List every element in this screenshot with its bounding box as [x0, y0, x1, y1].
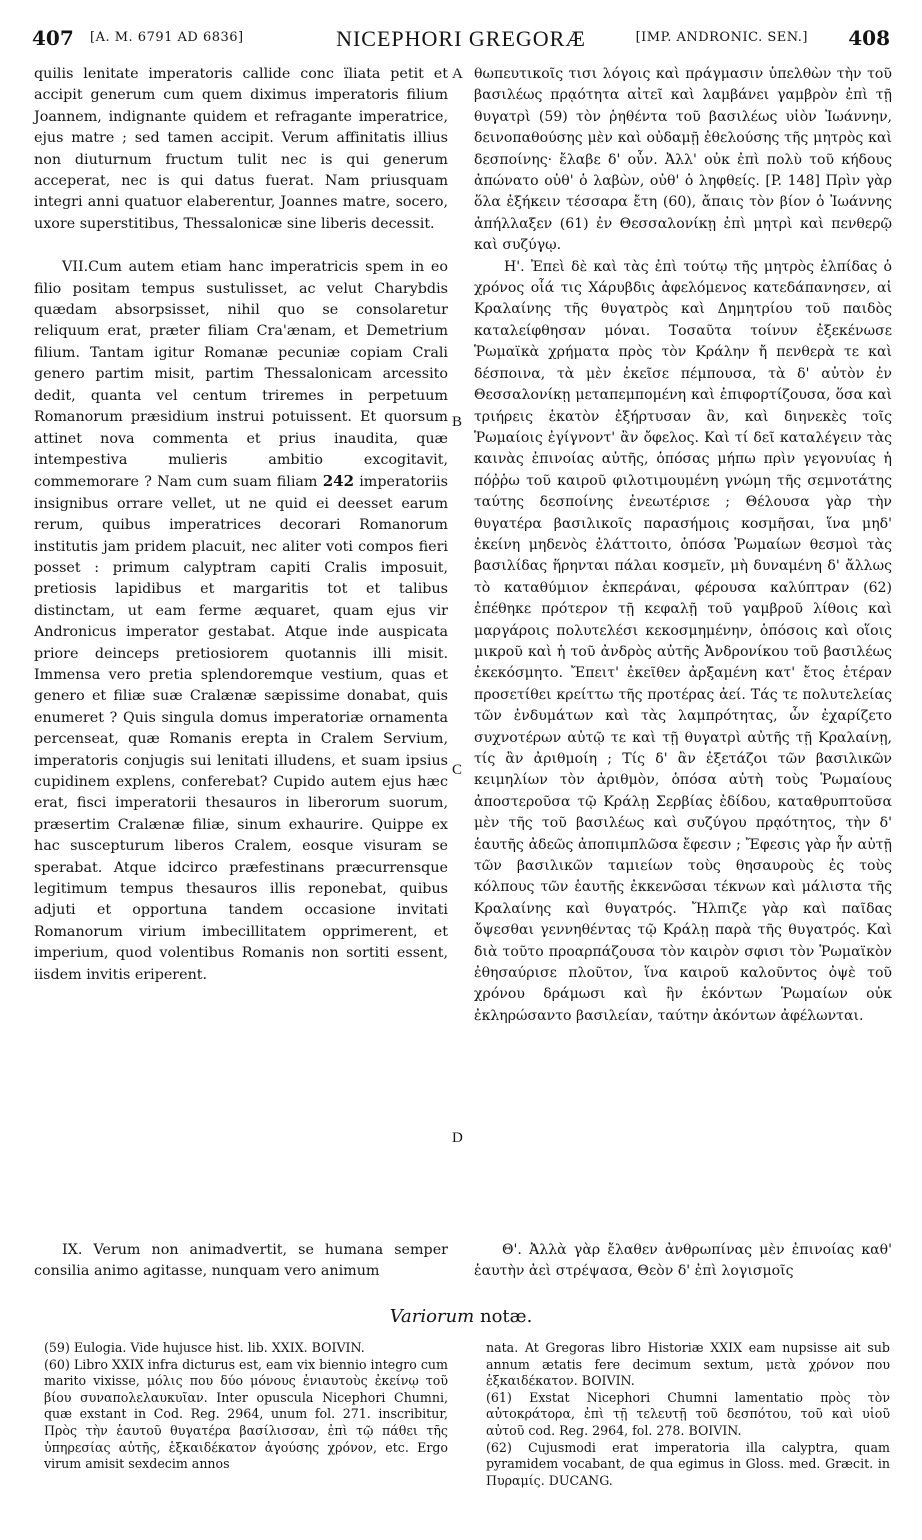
- latin-text: Verum non animadvertit, se humana semper consilia animo agitasse, nunquam vero animum: [34, 1242, 448, 1280]
- notes-heading: [0, 1306, 922, 1327]
- greek-paragraph-2: [474, 257, 892, 1028]
- section-number: VII.: [62, 259, 89, 276]
- year-range-left: [A. M. 6791 AD 6836]: [90, 30, 244, 45]
- section-number: IX.: [62, 1242, 83, 1258]
- page-marker: 242: [322, 472, 355, 491]
- notes-left-column: [44, 1340, 448, 1473]
- latin-text: imperatoriis insignibus orrare vellet, ut ne quid ei deesset earum rerum, quibus imperatrices decorari Romanorum institutis jam pridem placuit, nec aliter voti compos fieri posset : primum calyptram capiti Cralis imposuit, pretiosis lapidibus et margaritis tot et talibus distinctam, ut eam ferme æquaret, quam ejus vir Andronicus imperator gestabat. Atque inde auspicata priore deinceps pretiosiorem quotannis illi misit. Immensa vero pretia splendoremque vestium, quas et genero et filiæ suæ Cralænæ sæpissime donabat, quis enumeret ? Quis singula domus imperatoriæ ornamenta percenseat, quæ Romanis erepta in Cralem Servium, imperatoris conjugis sui lenitati illudens, et suam ipsius cupidinem explens, conferebat? Cupido autem ejus hæc erat, fisci imperatorii thesauros in liberorum suorum, præsertim Cralænæ filiæ, sinum exhaurire. Quippe ex hac suscepturum liberos Cralem, eosque visuram se sperabat. Atque idcirco præfestinans præcurrensque legitimum tempus thesauros illis reponebat, quibus adjuti et opportuna tandem occasione invitati Romanorum virium imbecillitatem opprimerent, et imperium, quod volentibus Romanis non sortiti essent, iisdem invitis eriperent.: [34, 474, 449, 983]
- note-60-continued: nata. At Gregoras libro Historiæ XXIX eam nupsisse ait sub annum ætatis fere decimum sextum, μετὰ χρόνον που ἑξκαιδέκατον. BOIVIN.: [486, 1340, 890, 1389]
- margin-letter-a: A: [452, 66, 463, 82]
- latin-text: Cum autem etiam hanc imperatricis spem in eo filio positam tempus sustulisset, ac velut Charybdis quædam absorpsisset, nihil quo se consolaretur reliquum erat, præter filiam Cra'ænam, et Demetrium filium. Tantam igitur Romanæ pecuniæ copiam Crali genero partim misit, partim Thessalonicam arcessito dedit, quanta vel centum triremes in perpetuum Romanorum præsidium instrui potuissent. Et quorsum attinet nova commenta et prius inaudita, quæ intempestiva mulieris ambitio excogitavit, commemorare ? Nam cum suam filiam: [34, 259, 448, 491]
- note-60: (60) Libro XXIX infra dicturus est, eam vix biennio integro cum marito vixisse, μόλις που δύο μόνους ἐνιαυτοὺς ἐκείνῳ τοῦ βίου συναπολελαυκυῖαν. Inter opuscula Nicephori Chumni, quæ exstant in Cod. Reg. 2964, unum fol. 271. inscribitur, Πρὸς τὴν ἑαυτοῦ θυγατέρα βασίλισσαν, ἐπὶ τῷ πάθει τῆς ὑπηρεσίας αὐτῆς, ἑξκαιδέκατον ἀγούσης χρόνον, etc. Ergo virum amisit sexdecim annos: [44, 1356, 448, 1472]
- margin-letter-b: B: [452, 414, 463, 430]
- latin-section-ix: [34, 1240, 448, 1283]
- latin-paragraph-2: [34, 257, 448, 986]
- note-61: (61) Exstat Nicephori Chumni lamentatio πρὸς τὸν αὐτοκράτορα, ἐπὶ τῇ τελευτῇ τοῦ δεσπότου, τοῦ καὶ υἱοῦ αὐτοῦ cod. Reg. 2964, fol. 278. BOIVIN.: [486, 1389, 890, 1438]
- greek-column: [474, 64, 892, 1184]
- section-number: Η'.: [504, 258, 525, 275]
- margin-letter-c: C: [452, 762, 463, 778]
- notes-heading-rest: notæ.: [479, 1306, 533, 1327]
- greek-text: Ἀλλὰ γὰρ ἔλαθεν ἀνθρωπίνας μὲν ἐπινοίας καθ' ἑαυτὴν ἀεὶ στρέψασα, Θεὸν δ' ἐπὶ λογισμοῖς: [474, 1242, 893, 1280]
- notes-heading-italic: Variorum: [389, 1306, 475, 1327]
- latin-paragraph-1: quilis lenitate imperatoris callide conc ïliata petit et accipit generum cum quem diximus imperatoris filium Joannem, indignante quidem et refragante imperatrice, ejus matre ; sed tamen accipit. Verum affinitatis illius non diuturnum fructum tulit nec is qui generum acceperat, nec is qui datus fuerat. Nam priusquam integri anni quatuor elaberentur, Joannes matre, socero, uxore superstitibus, Thessalonicæ sine liberis decessit.: [34, 66, 448, 232]
- year-range-right: [IMP. ANDRONIC. SEN.]: [635, 30, 808, 45]
- page-title: NICEPHORI GREGORÆ: [336, 26, 586, 51]
- notes-right-column: [486, 1340, 890, 1489]
- greek-paragraph-1: θωπευτικοῖς τισι λόγοις καὶ πράγμασιν ὑπελθὼν τὴν τοῦ βασιλέως πρᾳότητα αἰτεῖ καὶ λαμβάνει γαμβρὸν ἐπὶ τῇ θυγατρὶ (59) τὸν ῥηθέντα τοῦ βασιλέως υἱὸν Ἰωάννην, δεινοπαθούσης μὲν καὶ οὐδαμῇ ἐθελούσης τῆς μητρὸς καὶ δεσποίνης· ἔλαβε δ' οὖν. Ἀλλ' οὐκ ἐπὶ πολὺ τοῦ κήδους ἀπώνατο οὐθ' ὁ λαβὼν, οὐθ' ὁ ληφθείς. [P. 148] Πρὶν γὰρ ὅλα ἐξήκειν τέσσαρα ἔτη (60), ἄπαις τὸν βίον ὁ Ἰωάννης ἀπήλλαξεν (61) ἐν Θεσσαλονίκῃ ἐπὶ μητρὶ καὶ πενθερῷ καὶ συζύγῳ.: [474, 66, 892, 254]
- greek-text: Ἐπεὶ δὲ καὶ τὰς ἐπὶ τούτῳ τῆς μητρὸς ἐλπίδας ὁ χρόνος οἷά τις Χάρυβδις ἀφελόμενος κατεδάπανησεν, αἱ Κραλαίνης τῆς θυγατρὸς καὶ Δημητρίου τοῦ παιδὸς καταλείφθησαν μόναι. Τοσαῦτα τοίνυν ἐξεκένωσε Ῥωμαϊκὰ χρήματα πρὸς τὸν Κράλην ἤ πενθερὰ τε καὶ δέσποινα, τὰ μὲν ἐκεῖσε πέμπουσα, τὰ δ' αὐτὸν ἐν Θεσσαλονίκῃ μεταπεμπομένη καὶ ἐπιφορτίζουσα, ὅσα καὶ τριήρεις ἑκατὸν ἐξήρτυσαν ἂν, καὶ διηνεκὲς τοῖς Ῥωμαίοις ἐγίγνοντ' ἂν ὄφελος. Καὶ τί δεῖ καταλέγειν τὰς καινὰς ἐπινοίας αὐτῆς, ὁπόσας μήπω πρὶν γεγονυίας ἡ πόῤῥω τοῦ καιροῦ φιλοτιμουμένη γνώμη τῆς σεμνοτάτης ταύτης δεσποίνης ἐνεωτέρισε ; Θέλουσα γὰρ τὴν θυγατέρα βασιλικοῖς παρασήμοις κοσμῆσαι, ἵνα μηδ' ἐκείνη μηδενὸς ἐλάττοιτο, ὁπόσα Ῥωμαίων θεσμοὶ τὰς βασιλίδας ἥρηνται πάλαι κοσμεῖν, μὴ δυναμένη δ' ἄλλως τὸ καταθύμιον ἐκπεράναι, φέρουσα καλύπτραν (62) ἐπέθηκε πρότερον τῇ κεφαλῇ τοῦ γαμβροῦ λίθοις καὶ μαργάροις πολυτελέσι κεκοσμημένην, ὁπόσοις καὶ οἵοις μικροῦ καὶ ἡ τοῦ ἀνδρὸς αὐτῆς Ἀνδρονίκου τοῦ βασιλέως ἐκεκόσμητο. Ἔπειτ' ἐκεῖθεν ἀρξαμένη κατ' ἔτος ἑτέραν προσετίθει κρείττω τῆς προτέρας ἀεί. Τάς τε πολυτελείας τῶν ἐνδυμάτων καὶ τὰς λαμπρότητας, ὧν ἐχαρίζετο συχνοτέρων αὐτῷ τε καὶ τῇ θυγατρὶ αὐτῆς τῇ Κραλαίνῃ, τίς ἂν ἀριθμοίη ; Τίς δ' ἂν ἐξετάζοι τῶν βασιλικῶν κειμηλίων τὸν ἀριθμὸν, ὁπόσα αὐτὴ τοὺς Ῥωμαίους ἀποστεροῦσα τῷ Κράλῃ Σερβίας ἐδίδου, καταθρυπτοῦσα μὲν τῆς τοῦ βασιλέως καὶ συζύγου πρᾳότητος, τὴν δ' ἑαυτῆς ἀδεῶς ἀποπιμπλῶσα ἔφεσιν ; Ἔφεσις γὰρ ἦν αὐτῇ τῶν βασιλικῶν ταμιείων τοὺς θησαυροὺς ἐς τοὺς κόλπους τῶν ἑαυτῆς ἐκκενῶσαι τέκνων καὶ μάλιστα τῆς Κραλαίνης καὶ θυγατρός. Ἤλπιζε γὰρ καὶ παῖδας ὄψεσθαι γεννηθέντας τῷ Κράλῃ παρὰ τῆς θυγατρός. Καὶ διὰ τοῦτο προαρπάζουσα τὸν καιρὸν σφισι τὸν Ῥωμαϊκὸν ἐθησαύρισε πλοῦτον, ἵνα καιροῦ καλοῦντος ὀψὲ τοῦ χρόνου δράμωσι καὶ ἣν ἑκόντων Ῥωμαίων οὐκ ἐκληρώσαντο βασιλείαν, ταύτην ἀκόντων ἀφέλωνται.: [474, 258, 892, 1024]
- running-header: [22, 20, 900, 60]
- page-number-left: 407: [32, 26, 74, 50]
- section-number: Θ'.: [502, 1242, 522, 1258]
- margin-letter-d: D: [452, 1130, 463, 1146]
- latin-column: [34, 64, 448, 986]
- greek-section-theta: [474, 1240, 892, 1283]
- note-59: (59) Eulogia. Vide hujusce hist. lib. XXIX. BOIVIN.: [44, 1340, 365, 1355]
- page-number-right: 408: [848, 26, 890, 50]
- note-62: (62) Cujusmodi erat imperatoria illa calyptra, quam pyramidem vocabant, de qua egimus in Gloss. med. Græcit. in Πυραμίς. DUCANG.: [486, 1439, 890, 1488]
